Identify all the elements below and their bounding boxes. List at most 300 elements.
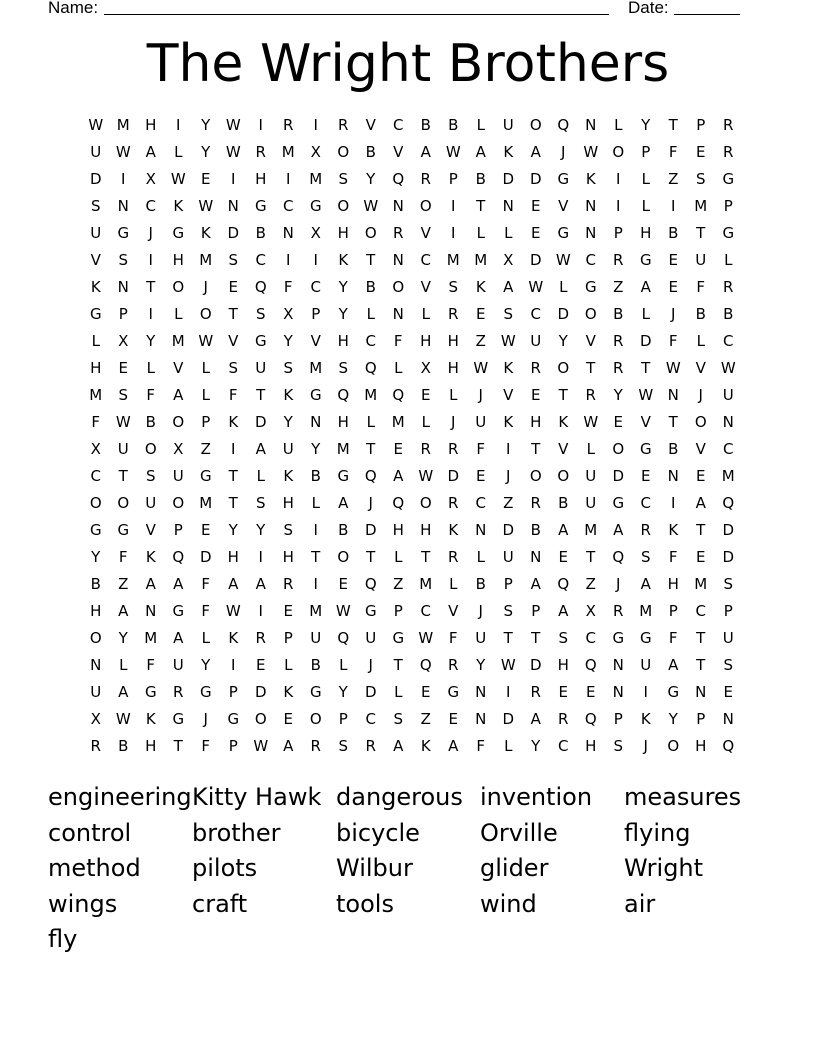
grid-letter: N (667, 386, 679, 404)
grid-letter: G (309, 683, 322, 701)
grid-letter: E (393, 440, 403, 458)
grid-letter: K (228, 629, 239, 647)
grid-letter: Y (283, 332, 293, 350)
grid-letter: T (586, 359, 596, 377)
word-list-item: brother (192, 818, 281, 847)
grid-letter: H (282, 494, 294, 512)
grid-letter: H (530, 413, 542, 431)
grid-letter: H (640, 224, 652, 242)
grid-letter: I (451, 197, 456, 215)
grid-letter: R (365, 737, 376, 755)
grid-letter: W (555, 251, 571, 269)
grid-letter: R (613, 251, 624, 269)
grid-letter: Y (338, 278, 348, 296)
grid-letter: W (170, 170, 186, 188)
grid-letter: C (585, 251, 596, 269)
word-list-item: wings (48, 889, 118, 918)
grid-letter: L (504, 224, 513, 242)
grid-letter: J (698, 386, 703, 404)
grid-letter: S (90, 197, 101, 215)
grid-letter: H (90, 359, 102, 377)
grid-letter: P (201, 413, 211, 431)
grid-letter: U (640, 656, 652, 674)
grid-letter: D (612, 467, 625, 485)
grid-letter: S (338, 170, 349, 188)
grid-letter: E (201, 521, 211, 539)
name-label: Name: (48, 0, 99, 17)
grid-letter: H (447, 332, 459, 350)
grid-letter: Y (146, 332, 156, 350)
grid-letter: A (118, 602, 129, 620)
grid-letter: O (667, 737, 680, 755)
grid-letter: D (502, 170, 515, 188)
grid-letter: D (639, 332, 652, 350)
grid-letter: Z (668, 170, 679, 188)
grid-letter: Y (338, 305, 348, 323)
grid-letter: X (310, 143, 321, 161)
grid-letter: O (144, 440, 157, 458)
grid-letter: G (337, 467, 350, 485)
grid-letter: Q (172, 548, 185, 566)
grid-letter: F (696, 278, 706, 296)
grid-letter: A (558, 521, 569, 539)
grid-letter: G (254, 332, 267, 350)
grid-letter: Y (228, 521, 238, 539)
grid-letter: N (722, 710, 734, 728)
grid-letter: Q (392, 494, 405, 512)
grid-letter: E (586, 683, 596, 701)
grid-letter: Y (118, 629, 128, 647)
grid-letter: L (394, 683, 403, 701)
grid-row (82, 301, 742, 328)
grid-row (82, 139, 742, 166)
grid-letter: H (145, 737, 157, 755)
grid-letter: L (476, 548, 485, 566)
grid-letter: T (531, 629, 541, 647)
grid-letter: H (255, 170, 267, 188)
grid-letter: M (281, 143, 295, 161)
grid-letter: T (668, 413, 678, 431)
grid-letter: P (503, 575, 513, 593)
grid-letter: M (419, 575, 433, 593)
grid-letter: Q (722, 737, 735, 755)
grid-letter: R (420, 440, 431, 458)
grid-letter: P (723, 602, 733, 620)
grid-letter: Y (201, 656, 211, 674)
grid-letter: A (255, 575, 266, 593)
word-list-item: air (624, 889, 656, 918)
grid-letter: X (310, 224, 321, 242)
grid-letter: S (283, 521, 294, 539)
grid-letter: H (557, 656, 569, 674)
grid-letter: P (723, 197, 733, 215)
grid-letter: Q (392, 386, 405, 404)
grid-letter: I (506, 683, 511, 701)
grid-letter: E (723, 683, 733, 701)
grid-letter: O (89, 629, 102, 647)
grid-letter: T (696, 224, 706, 242)
grid-letter: B (420, 116, 431, 134)
grid-letter: A (475, 143, 486, 161)
grid-letter: M (694, 575, 708, 593)
grid-letter: E (641, 467, 651, 485)
grid-letter: R (448, 494, 459, 512)
grid-letter: S (723, 575, 734, 593)
grid-letter: S (338, 359, 349, 377)
grid-letter: V (558, 440, 569, 458)
grid-letter: G (117, 521, 130, 539)
grid-letter: W (115, 413, 131, 431)
grid-letter: F (118, 548, 128, 566)
grid-letter: X (283, 305, 294, 323)
grid-letter: Y (256, 521, 266, 539)
grid-letter: B (475, 170, 486, 188)
grid-letter: V (420, 278, 431, 296)
grid-row (82, 544, 742, 571)
word-list-item: dangerous (336, 783, 463, 811)
grid-letter: B (365, 278, 376, 296)
grid-letter: A (448, 737, 459, 755)
grid-row (82, 679, 742, 706)
grid-letter: S (503, 602, 514, 620)
grid-row (82, 733, 742, 760)
grid-letter: S (255, 305, 266, 323)
grid-letter: P (613, 710, 623, 728)
grid-letter: M (309, 359, 323, 377)
grid-letter: U (530, 332, 542, 350)
grid-letter: R (283, 116, 294, 134)
grid-letter: B (90, 575, 101, 593)
grid-letter: E (531, 197, 541, 215)
grid-letter: W (418, 629, 434, 647)
grid-letter: H (145, 116, 157, 134)
grid-letter: Y (531, 737, 541, 755)
grid-letter: J (478, 386, 483, 404)
grid-letter: L (421, 413, 430, 431)
grid-letter: L (449, 575, 458, 593)
grid-letter: H (585, 737, 597, 755)
grid-letter: J (451, 413, 456, 431)
grid-letter: R (448, 656, 459, 674)
grid-letter: Z (503, 494, 514, 512)
grid-letter: T (228, 467, 238, 485)
grid-letter: A (420, 143, 431, 161)
grid-letter: G (722, 170, 735, 188)
grid-letter: Y (668, 710, 678, 728)
grid-letter: J (203, 710, 208, 728)
grid-letter: L (91, 332, 100, 350)
grid-letter: L (476, 224, 485, 242)
grid-letter: H (447, 359, 459, 377)
grid-letter: S (228, 359, 239, 377)
grid-letter: R (255, 143, 266, 161)
grid-letter: W (720, 359, 736, 377)
grid-letter: I (451, 224, 456, 242)
grid-letter: R (338, 116, 349, 134)
grid-letter: W (418, 467, 434, 485)
grid-letter: Q (364, 359, 377, 377)
grid-letter: P (696, 710, 706, 728)
grid-letter: R (723, 278, 734, 296)
grid-letter: G (199, 467, 212, 485)
word-list-item: invention (480, 783, 593, 811)
grid-letter: E (118, 359, 128, 377)
grid-letter: U (722, 386, 734, 404)
grid-letter: A (393, 467, 404, 485)
grid-row (82, 220, 742, 247)
grid-row (82, 436, 742, 463)
grid-letter: M (171, 332, 185, 350)
grid-letter: T (586, 548, 596, 566)
grid-letter: L (476, 116, 485, 134)
grid-letter: K (558, 413, 569, 431)
grid-letter: I (616, 197, 621, 215)
grid-letter: U (722, 629, 734, 647)
grid-letter: E (448, 710, 458, 728)
grid-letter: C (420, 251, 431, 269)
grid-letter: C (723, 440, 734, 458)
grid-letter: G (584, 278, 597, 296)
grid-letter: Y (201, 143, 211, 161)
grid-letter: H (90, 602, 102, 620)
grid-letter: C (585, 629, 596, 647)
grid-letter: F (201, 737, 211, 755)
grid-letter: P (613, 224, 623, 242)
grid-letter: O (89, 494, 102, 512)
grid-letter: A (173, 575, 184, 593)
grid-letter: L (284, 656, 293, 674)
grid-row (82, 625, 742, 652)
grid-row (82, 571, 742, 598)
word-list-item: engineering (48, 783, 192, 811)
grid-letter: R (530, 683, 541, 701)
grid-letter: P (531, 602, 541, 620)
grid-letter: O (584, 305, 597, 323)
grid-letter: S (613, 737, 624, 755)
grid-letter: I (671, 197, 676, 215)
grid-letter: R (90, 737, 101, 755)
grid-letter: W (500, 332, 516, 350)
grid-letter: L (366, 413, 375, 431)
grid-letter: J (561, 143, 566, 161)
grid-letter: R (255, 629, 266, 647)
grid-letter: X (118, 332, 129, 350)
grid-letter: N (585, 224, 597, 242)
grid-letter: Z (420, 710, 431, 728)
grid-letter: D (557, 305, 570, 323)
grid-letter: F (228, 386, 238, 404)
grid-letter: N (667, 467, 679, 485)
grid-letter: F (146, 656, 156, 674)
word-list-item: pilots (192, 854, 258, 882)
grid-letter: G (309, 386, 322, 404)
grid-letter: N (585, 116, 597, 134)
grid-letter: Z (613, 278, 624, 296)
grid-letter: G (557, 170, 570, 188)
grid-letter: E (283, 710, 293, 728)
grid-letter: B (613, 305, 624, 323)
grid-letter: M (89, 386, 103, 404)
grid-letter: O (419, 494, 432, 512)
grid-letter: I (313, 251, 318, 269)
grid-letter: U (172, 467, 184, 485)
grid-letter: E (531, 224, 541, 242)
grid-letter: I (231, 656, 236, 674)
grid-letter: O (337, 143, 350, 161)
grid-letter: I (148, 251, 153, 269)
grid-letter: V (90, 251, 101, 269)
grid-letter: N (722, 413, 734, 431)
grid-letter: H (337, 413, 349, 431)
grid-letter: A (393, 737, 404, 755)
grid-letter: N (475, 521, 487, 539)
grid-letter: K (283, 467, 294, 485)
grid-letter: L (641, 170, 650, 188)
grid-letter: G (612, 494, 625, 512)
grid-letter: V (228, 332, 239, 350)
grid-letter: U (365, 629, 377, 647)
grid-letter: R (310, 737, 321, 755)
grid-letter: S (558, 629, 569, 647)
grid-letter: Q (584, 656, 597, 674)
grid-letter: R (393, 224, 404, 242)
grid-letter: J (643, 737, 648, 755)
grid-letter: A (613, 521, 624, 539)
grid-letter: C (695, 602, 706, 620)
word-list-item: measures (624, 783, 742, 811)
grid-row (82, 409, 742, 436)
grid-letter: U (695, 251, 707, 269)
grid-row (82, 166, 742, 193)
grid-letter: M (199, 251, 213, 269)
grid-letter: A (530, 710, 541, 728)
grid-letter: U (172, 656, 184, 674)
grid-letter: O (254, 710, 267, 728)
grid-letter: W (583, 143, 599, 161)
grid-letter: O (612, 143, 625, 161)
grid-letter: N (392, 305, 404, 323)
grid-letter: P (641, 143, 651, 161)
grid-letter: L (339, 656, 348, 674)
grid-letter: E (256, 656, 266, 674)
grid-letter: C (420, 602, 431, 620)
grid-letter: G (144, 683, 157, 701)
grid-letter: I (121, 170, 126, 188)
grid-letter: F (201, 575, 211, 593)
grid-row (82, 706, 742, 733)
grid-letter: P (228, 683, 238, 701)
grid-letter: D (722, 521, 735, 539)
grid-letter: G (172, 710, 185, 728)
grid-letter: Q (419, 656, 432, 674)
grid-letter: B (118, 737, 129, 755)
grid-letter: M (639, 602, 653, 620)
grid-letter: O (337, 548, 350, 566)
grid-letter: O (419, 197, 432, 215)
grid-letter: S (118, 386, 129, 404)
grid-letter: K (145, 548, 156, 566)
grid-letter: V (695, 440, 706, 458)
grid-letter: R (283, 575, 294, 593)
grid-letter: T (668, 116, 678, 134)
grid-letter: T (476, 197, 486, 215)
grid-letter: C (255, 251, 266, 269)
word-list-item: glider (480, 854, 549, 882)
grid-letter: I (286, 251, 291, 269)
grid-letter: N (612, 683, 624, 701)
grid-letter: L (641, 305, 650, 323)
grid-letter: L (201, 386, 210, 404)
grid-letter: A (640, 575, 651, 593)
grid-letter: R (558, 710, 569, 728)
grid-letter: A (640, 278, 651, 296)
grid-letter: P (311, 305, 321, 323)
grid-letter: C (365, 332, 376, 350)
grid-row (82, 247, 742, 274)
grid-letter: H (337, 332, 349, 350)
grid-letter: K (448, 521, 459, 539)
grid-letter: G (667, 683, 680, 701)
grid-letter: N (612, 656, 624, 674)
grid-letter: O (364, 224, 377, 242)
grid-letter: L (174, 305, 183, 323)
grid-letter: O (172, 413, 185, 431)
grid-letter: X (503, 251, 514, 269)
grid-letter: E (201, 170, 211, 188)
grid-letter: T (503, 629, 513, 647)
grid-letter: E (476, 467, 486, 485)
grid-letter: T (256, 386, 266, 404)
grid-letter: C (365, 710, 376, 728)
grid-letter: W (225, 143, 241, 161)
grid-letter: X (90, 440, 101, 458)
grid-letter: D (529, 251, 542, 269)
grid-letter: Q (364, 575, 377, 593)
grid-row (82, 517, 742, 544)
grid-letter: L (421, 305, 430, 323)
grid-letter: G (639, 629, 652, 647)
grid-letter: K (420, 737, 431, 755)
grid-letter: T (173, 737, 183, 755)
grid-letter: I (176, 116, 181, 134)
grid-letter: C (393, 116, 404, 134)
grid-letter: F (476, 440, 486, 458)
grid-letter: K (503, 359, 514, 377)
grid-letter: L (641, 197, 650, 215)
grid-letter: Y (641, 116, 651, 134)
grid-letter: O (557, 359, 570, 377)
grid-letter: D (254, 683, 267, 701)
grid-letter: E (338, 575, 348, 593)
grid-letter: A (695, 494, 706, 512)
grid-letter: A (530, 575, 541, 593)
grid-letter: U (90, 683, 102, 701)
grid-letter: Q (337, 386, 350, 404)
grid-letter: M (446, 251, 460, 269)
grid-letter: B (310, 467, 321, 485)
grid-letter: T (366, 251, 376, 269)
grid-letter: R (530, 359, 541, 377)
grid-letter: R (613, 602, 624, 620)
grid-letter: U (475, 629, 487, 647)
grid-letter: U (117, 440, 129, 458)
grid-letter: P (696, 116, 706, 134)
grid-letter: K (585, 170, 596, 188)
grid-row (82, 382, 742, 409)
grid-letter: A (338, 494, 349, 512)
grid-letter: B (448, 116, 459, 134)
grid-letter: B (530, 521, 541, 539)
